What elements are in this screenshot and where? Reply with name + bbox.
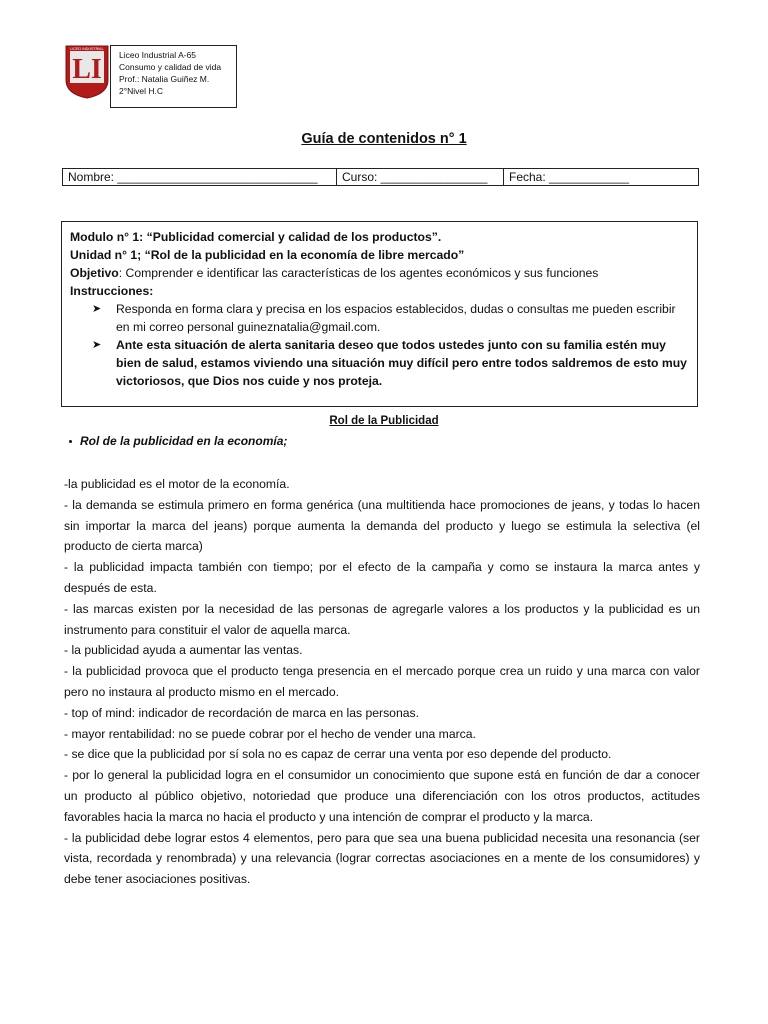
- school-logo: [64, 44, 110, 99]
- section-title: Rol de la Publicidad: [329, 415, 439, 427]
- content-paragraph: -la publicidad es el motor de la economía.: [64, 477, 290, 491]
- subheading: [64, 434, 287, 448]
- objective-text: : Comprender e identificar las características de los agentes económicos y sus funciones: [118, 266, 599, 280]
- instruction-item: [92, 300, 689, 336]
- course-field[interactable]: Curso: ________________: [336, 169, 503, 185]
- unit-heading: Unidad n° 1; “Rol de la publicidad en la economía de libre mercado”: [70, 248, 465, 262]
- school-line: Prof.: Natalia Guiñez M.: [119, 74, 210, 84]
- content-paragraph: - la publicidad ayuda a aumentar las ventas.: [64, 643, 303, 658]
- content-paragraph: - la publicidad debe lograr estos 4 elementos, pero para que sea una buena publicidad necesita una resonancia (ser vista, recordada y renombrada) y una relevancia (lograr correctas asociaciones en a mente de los consumidores) y debe tener asociaciones positivas.: [64, 830, 700, 887]
- subheading-text: Rol de la publicidad en la economía;: [80, 434, 288, 448]
- content-body: [64, 474, 700, 890]
- content-paragraph: - la demanda se estimula primero en forma genérica (una multitienda hace promociones de jeans, y todas lo hacen sin importar la marca del jeans) porque aumenta la demanda del producto y luego se estimula la selectiva (el producto de cierta marca): [64, 497, 700, 554]
- logo-caption: LICEO INDUSTRIAL: [70, 47, 104, 51]
- logo-letters: LI: [72, 54, 102, 85]
- content-paragraph: - la publicidad provoca que el producto tenga presencia en el mercado porque crea un ruido y una marca con valor pero no instaura al producto mismo en el mercado.: [64, 664, 700, 699]
- instructions-box: [61, 221, 698, 407]
- date-field[interactable]: Fecha: ____________: [503, 169, 698, 185]
- content-paragraph: - top of mind: indicador de recordación de marca en las personas.: [64, 705, 419, 720]
- module-heading: Modulo n° 1: “Publicidad comercial y calidad de los productos”.: [70, 230, 442, 244]
- school-line: 2°Nivel H.C: [119, 86, 164, 96]
- arrow-bullet-icon: ➤: [92, 339, 102, 351]
- instruction-text: Ante esta situación de alerta sanitaria deseo que todos ustedes junto con su familia estén muy bien de salud, estamos viviendo una situación muy difícil pero entre todos saldremos de esto muy victoriosos, que Dios nos cuide y nos proteja.: [116, 338, 687, 388]
- content-paragraph: - las marcas existen por la necesidad de las personas de agregarle valores a los productos y la publicidad es un instrumento para constituir el valor de aquella marca.: [64, 601, 700, 637]
- bullet-dot-icon: [69, 440, 72, 443]
- page-title: Guía de contenidos n° 1: [301, 131, 467, 147]
- arrow-bullet-icon: ➤: [92, 303, 102, 315]
- content-paragraph: - mayor rentabilidad: no se puede cobrar por el hecho de vender una marca.: [64, 726, 476, 741]
- school-line: Liceo Industrial A-65: [119, 50, 197, 60]
- content-paragraph: - se dice que la publicidad por sí sola no es capaz de cerrar una venta por eso depende del producto.: [64, 747, 612, 762]
- school-line: Consumo y calidad de vida: [119, 62, 222, 72]
- instruction-item: [92, 336, 689, 390]
- objective-label: Objetivo: [70, 266, 119, 280]
- instructions-label: Instrucciones:: [70, 284, 154, 298]
- name-field[interactable]: Nombre: ______________________________: [68, 170, 318, 184]
- instruction-text: Responda en forma clara y precisa en los espacios establecidos, dudas o consultas me pueden escribir en mi correo personal guineznatalia@gmail.com.: [116, 302, 676, 334]
- student-form-row: [62, 168, 699, 186]
- content-paragraph: - la publicidad impacta también con tiempo; por el efecto de la campaña y como se instaura la marca antes y después de esta.: [64, 560, 700, 595]
- school-info-box: [110, 45, 237, 108]
- content-paragraph: - por lo general la publicidad logra en el consumidor un conocimiento que supone está en función de dar a conocer un producto al público objetivo, notoriedad que produce una diferenciación con los otros productos, actitudes favorables hacia la marca no hacia el producto y una intención de comprar el producto y la marca.: [64, 768, 700, 824]
